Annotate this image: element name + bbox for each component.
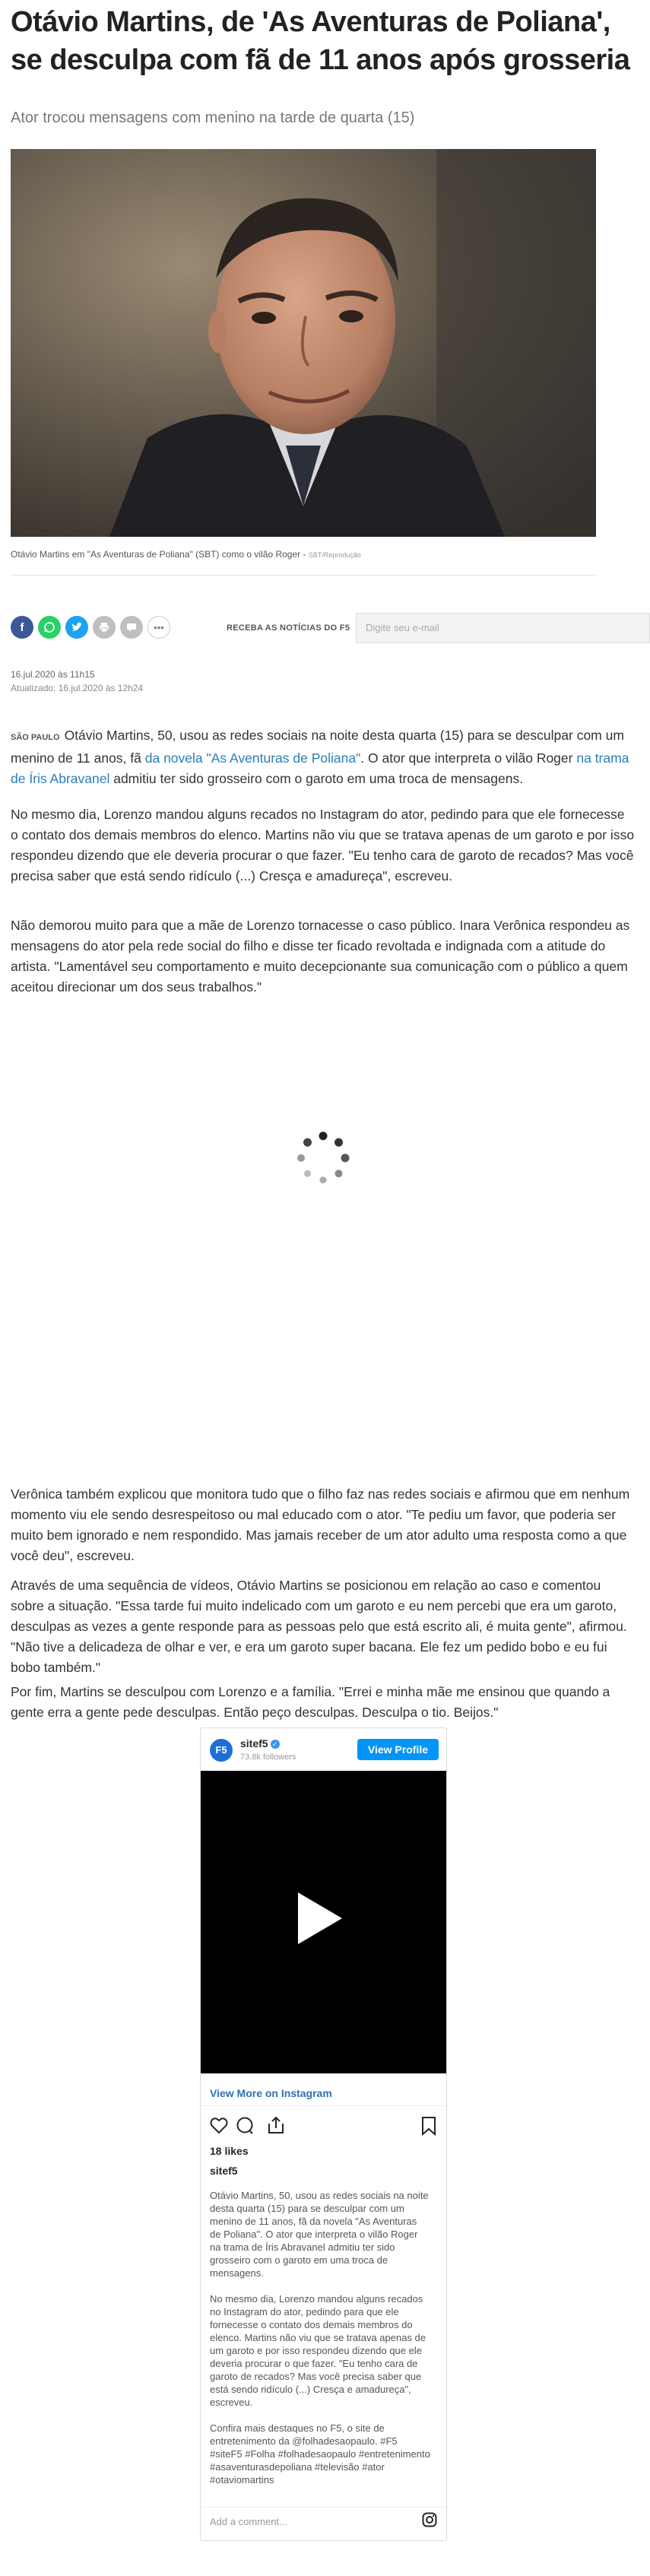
- newsletter-label: RECEBA AS NOTÍCIAS DO F5: [227, 623, 350, 633]
- view-more-on-instagram-link[interactable]: View More on Instagram: [210, 2087, 332, 2099]
- avatar[interactable]: F5: [210, 1739, 233, 1762]
- newsletter-email-input[interactable]: Digite seu e-mail: [356, 613, 650, 643]
- instagram-followers: 73.8k followers: [240, 1753, 296, 1762]
- trama-link[interactable]: na trama de Íris Abravanel: [11, 750, 629, 786]
- instagram-actions: [210, 2116, 438, 2136]
- article-headline: Otávio Martins, de 'As Aventuras de Poliana', se desculpa com fã de 11 anos após grosseria: [11, 6, 630, 76]
- instagram-header: [201, 1728, 446, 1771]
- comments-button[interactable]: [120, 616, 143, 639]
- kicker: SÃO PAULO: [11, 733, 60, 742]
- twitter-icon: [71, 622, 83, 633]
- more-share-button[interactable]: [147, 616, 170, 639]
- instagram-username[interactable]: [240, 1737, 280, 1750]
- whatsapp-share-button[interactable]: [38, 616, 61, 639]
- divider: [201, 2507, 446, 2508]
- paragraph-1-text-a: Otávio Martins, 50, usou as redes sociais na noite desta quarta (15) para se desculpar com um menino de 11 anos, fã: [11, 728, 624, 766]
- novela-link[interactable]: da novela "As Aventuras de Poliana": [144, 750, 361, 766]
- instagram-embed: [200, 1727, 447, 2541]
- comment-icon: [126, 622, 137, 633]
- actor-portrait-image: [11, 149, 596, 537]
- paragraph-3: Não demorou muito para que a mãe de Lorenzo tornacesse o caso público. Inara Verônica respondeu as mensagens do ator pela rede social do filho e disse ter ficado revoltada e indignada com a atitude do artista. "Lamentável seu comportamento e muito decepcionante sua comunicação com o público a quem aceitou direcionar um dos seus trabalhos.": [11, 918, 630, 995]
- article-subtitle: Ator trocou mensagens com menino na tarde de quarta (15): [11, 109, 415, 126]
- paragraph-1-text-c: admitiu ter sido grosseiro com o garoto em uma troca de mensagens.: [109, 771, 524, 786]
- instagram-caption-p3: Confira mais destaques no F5, o site de entretenimento da @folhadesaopaulo. #F5 #siteF5 #Folha #folhadesaopaulo #entretenimento #asaventurasdepoliana #televisão #ator #otaviomartins: [210, 2422, 430, 2486]
- play-icon[interactable]: [298, 1892, 342, 1944]
- print-icon: [99, 622, 109, 633]
- photo-credit: SBT/Reprodução: [308, 551, 361, 559]
- paragraph-1-text-b: . O ator que interpreta o vilão Roger: [360, 750, 577, 766]
- photo-caption-text: Otávio Martins em "As Aventuras de Poliana" (SBT) como o vilão Roger -: [11, 549, 309, 560]
- share-icon[interactable]: [269, 2118, 283, 2133]
- instagram-caption: [210, 2189, 430, 2499]
- print-button[interactable]: [93, 616, 116, 639]
- verified-icon: ✓: [271, 1740, 280, 1749]
- paragraph-5: Através de uma sequência de vídeos, Otávio Martins se posicionou em relação ao caso e comentou sobre a situação. "Essa tarde fui muito indelicado com um garoto e eu nem percebi que era um garoto, desculpas as vezes a gente responde para as pessoas pelo que está escrito ali, é muita gente", afirmou. "Não tive a delicadeza de olhar e ver, e era um garoto super bacana. Ele fez um pedido bobo e eu fui bobo também.": [11, 1578, 627, 1675]
- divider: [11, 575, 596, 576]
- updated-date: Atualizado: 16.jul.2020 às 12h24: [11, 683, 144, 693]
- add-comment-input[interactable]: Add a comment...: [210, 2516, 287, 2527]
- instagram-post-author[interactable]: sitef5: [210, 2165, 238, 2177]
- comment-icon[interactable]: [238, 2118, 253, 2134]
- paragraph-2: No mesmo dia, Lorenzo mandou alguns recados no Instagram do ator, pedindo para que ele fornecesse o contato dos demais membros do elenco. Martins não viu que se tratava apenas de um garoto e por isso respondeu dizendo que ele deveria procurar o que fazer. "Eu tenho cara de garoto de recados? Mas você precisa saber que está sendo ridículo (...) Cresça e amadureça", escreveu.: [11, 807, 635, 884]
- instagram-logo-icon[interactable]: [422, 2512, 437, 2527]
- photo-caption: [11, 549, 361, 560]
- published-date: 16.jul.2020 às 11h15: [11, 669, 95, 680]
- paragraph-6: Por fim, Martins se desculpou com Lorenzo e a família. "Errei e minha mãe me ensinou que quando a gente erra a gente pede desculpas. Então peço desculpas. Desculpa o tio. Beijos.": [11, 1684, 610, 1720]
- paragraph-1: [11, 725, 636, 789]
- facebook-share-button[interactable]: [11, 616, 33, 639]
- loading-spinner-icon: [296, 1131, 350, 1185]
- whatsapp-icon: [43, 621, 55, 633]
- twitter-share-button[interactable]: [65, 616, 88, 639]
- article-photo[interactable]: [11, 149, 596, 537]
- instagram-caption-p2: No mesmo dia, Lorenzo mandou alguns recados no Instagram do ator, pedindo para que ele fornecesse o contato dos demais membros do elenco. Martins não viu que se tratava apenas de um garoto e por isso respondeu dizendo que ele deveria procurar o que fazer. "Eu tenho cara de garoto de recados? Mas você precisa saber que está sendo ridículo (...) Cresça e amadureça", escreveu.: [210, 2293, 426, 2408]
- instagram-caption-p1: Otávio Martins, 50, usou as redes sociais na noite desta quarta (15) para se desculpar com um menino de 11 anos, fã da novela "As Aventuras de Poliana". O ator que interpreta o vilão Roger na trama de Íris Abravanel admitiu ter sido grosseiro com o garoto em uma troca de mensagens.: [210, 2190, 429, 2279]
- instagram-video[interactable]: [201, 1771, 446, 2073]
- paragraph-4: Verônica também explicou que monitora tudo que o filho faz nas redes sociais e afirmou que em nenhum momento viu ele sendo desrespeitoso ou mal educado com o ator. "Te pediu um favor, que poderia ser muito bem ignorado e nem respondido. Mas jamais receber de um ator adulto uma resposta como a que você deu", escreveu.: [11, 1486, 630, 1563]
- share-bar: [11, 614, 175, 640]
- heart-icon[interactable]: [211, 2118, 227, 2133]
- view-profile-button[interactable]: View Profile: [357, 1739, 439, 1760]
- bookmark-icon[interactable]: [423, 2118, 435, 2134]
- facebook-icon: f: [20, 620, 24, 634]
- more-icon: •••: [154, 621, 164, 633]
- divider: [201, 2105, 446, 2106]
- instagram-likes: 18 likes: [210, 2145, 249, 2157]
- instagram-username-text: sitef5: [240, 1737, 268, 1750]
